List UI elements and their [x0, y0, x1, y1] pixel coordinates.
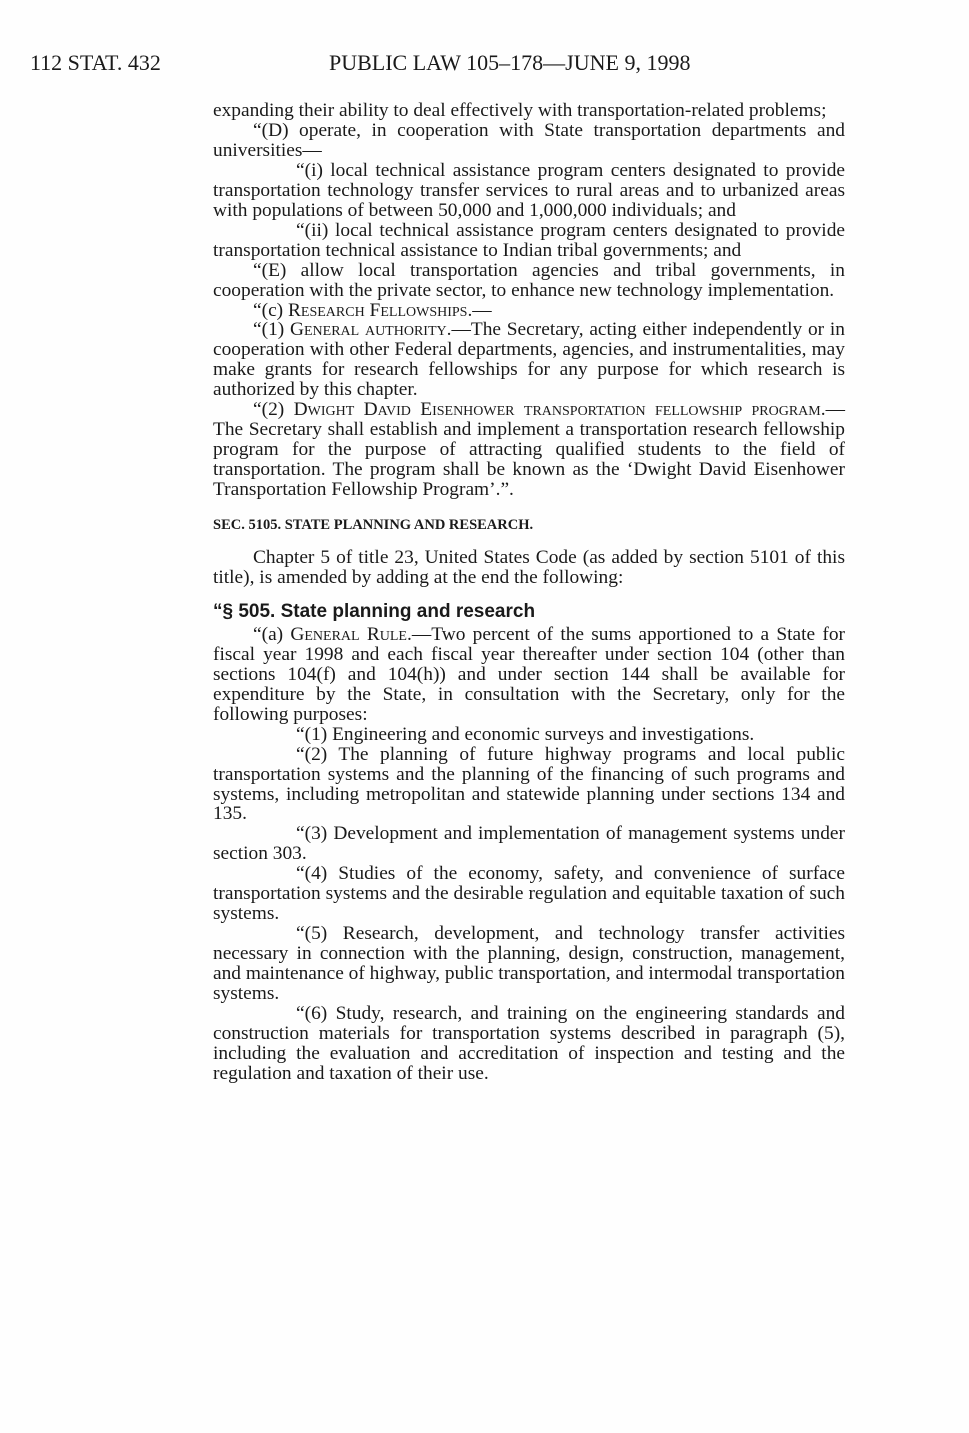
purpose-1: “(1) Engineering and economic surveys and investigations. [296, 723, 755, 745]
subsection-a [213, 625, 845, 725]
purpose-3: “(3) Development and implementation of management systems under section 303. [213, 823, 845, 865]
subsection-a-title: General Rule [290, 623, 407, 645]
subsection-c-tail: .— [467, 299, 492, 321]
purpose-2: “(2) The planning of future highway programs and local public transportation systems and the planning of the financing of such programs and systems, including metropolitan and statewide planning under sections 134 and 135. [213, 743, 845, 825]
section-5105-heading: SEC. 5105. STATE PLANNING AND RESEARCH. [213, 517, 534, 534]
purpose-5: “(5) Research, development, and technology transfer activities necessary in connection with the planning, design, construction, management, and maintenance of highway, public transportation, and intermodal transportation systems. [213, 923, 845, 1005]
paragraph-c1-title: General authority [289, 319, 447, 341]
purpose-4: “(4) Studies of the economy, safety, and convenience of surface transportation systems and the desirable regulation and equitable taxation of such systems. [213, 863, 845, 925]
subsection-a-text: .—Two percent of the sums apportioned to a State for fiscal year 1998 and each fiscal year thereafter under section 104 (other than sections 104(f) and 104(h)) and under section 144 shall be available for expenditure by the State, in consultation with the Secretary, only for the following purposes: [213, 623, 845, 725]
document-body [213, 101, 845, 1084]
paragraph-continuation: expanding their ability to deal effectively with transportation-related problems; [213, 100, 827, 121]
clause-d: “(D) operate, in cooperation with State transportation departments and universities— [213, 119, 845, 161]
paragraph-c1-lead: “(1) [253, 319, 290, 341]
subsection-a-lead: “(a) [253, 623, 291, 645]
clause-d-ii: “(ii) local technical assistance program centers designated to provide transportation technical assistance to Indian tribal governments; and [213, 219, 845, 261]
paragraph-c2-title: Dwight David Eisenhower transportation fellowship program [293, 399, 821, 421]
purpose-6: “(6) Study, research, and training on the engineering standards and construction materials for transportation systems described in paragraph (5), including the evaluation and accreditation of inspection and testing and the regulation and taxation of their use. [213, 1002, 845, 1084]
paragraph-c2-text: .—The Secretary shall establish and implement a transportation research fellowship program for the purpose of attracting qualified students to the field of transportation. The program shall be known as the ‘Dwight David Eisenhower Transportation Fellowship Program’.”. [213, 399, 845, 501]
subsection-c-heading [213, 301, 845, 321]
clause-e: “(E) allow local transportation agencies and tribal governments, in cooperation with the private sector, to enhance new technology implementation. [213, 259, 845, 301]
subsection-c-title: Research Fellowships [287, 299, 468, 321]
running-header: PUBLIC LAW 105–178—JUNE 9, 1998 [329, 50, 691, 75]
subsection-c-lead: “(c) [253, 299, 288, 321]
clause-d-i: “(i) local technical assistance program centers designated to provide transportation technology transfer services to rural areas and to urbanized areas with populations of between 50,000 and 1,000,000 individuals; and [213, 159, 845, 221]
page-stat-number: 112 STAT. 432 [30, 50, 161, 75]
paragraph-c2 [213, 400, 845, 500]
paragraph-c1 [213, 320, 845, 400]
paragraph-c2-lead: “(2) [253, 399, 294, 421]
section-5105-intro: Chapter 5 of title 23, United States Code (as added by section 5101 of this title), is amended by adding at the end the following: [213, 547, 845, 588]
paragraph-c1-text: .—The Secretary, acting either independently or in cooperation with other Federal departments, agencies, and instrumentalities, may make grants for research fellowships for any purpose for which research is authorized by this chapter. [213, 319, 845, 401]
section-505-heading: “§ 505. State planning and research [213, 600, 536, 622]
